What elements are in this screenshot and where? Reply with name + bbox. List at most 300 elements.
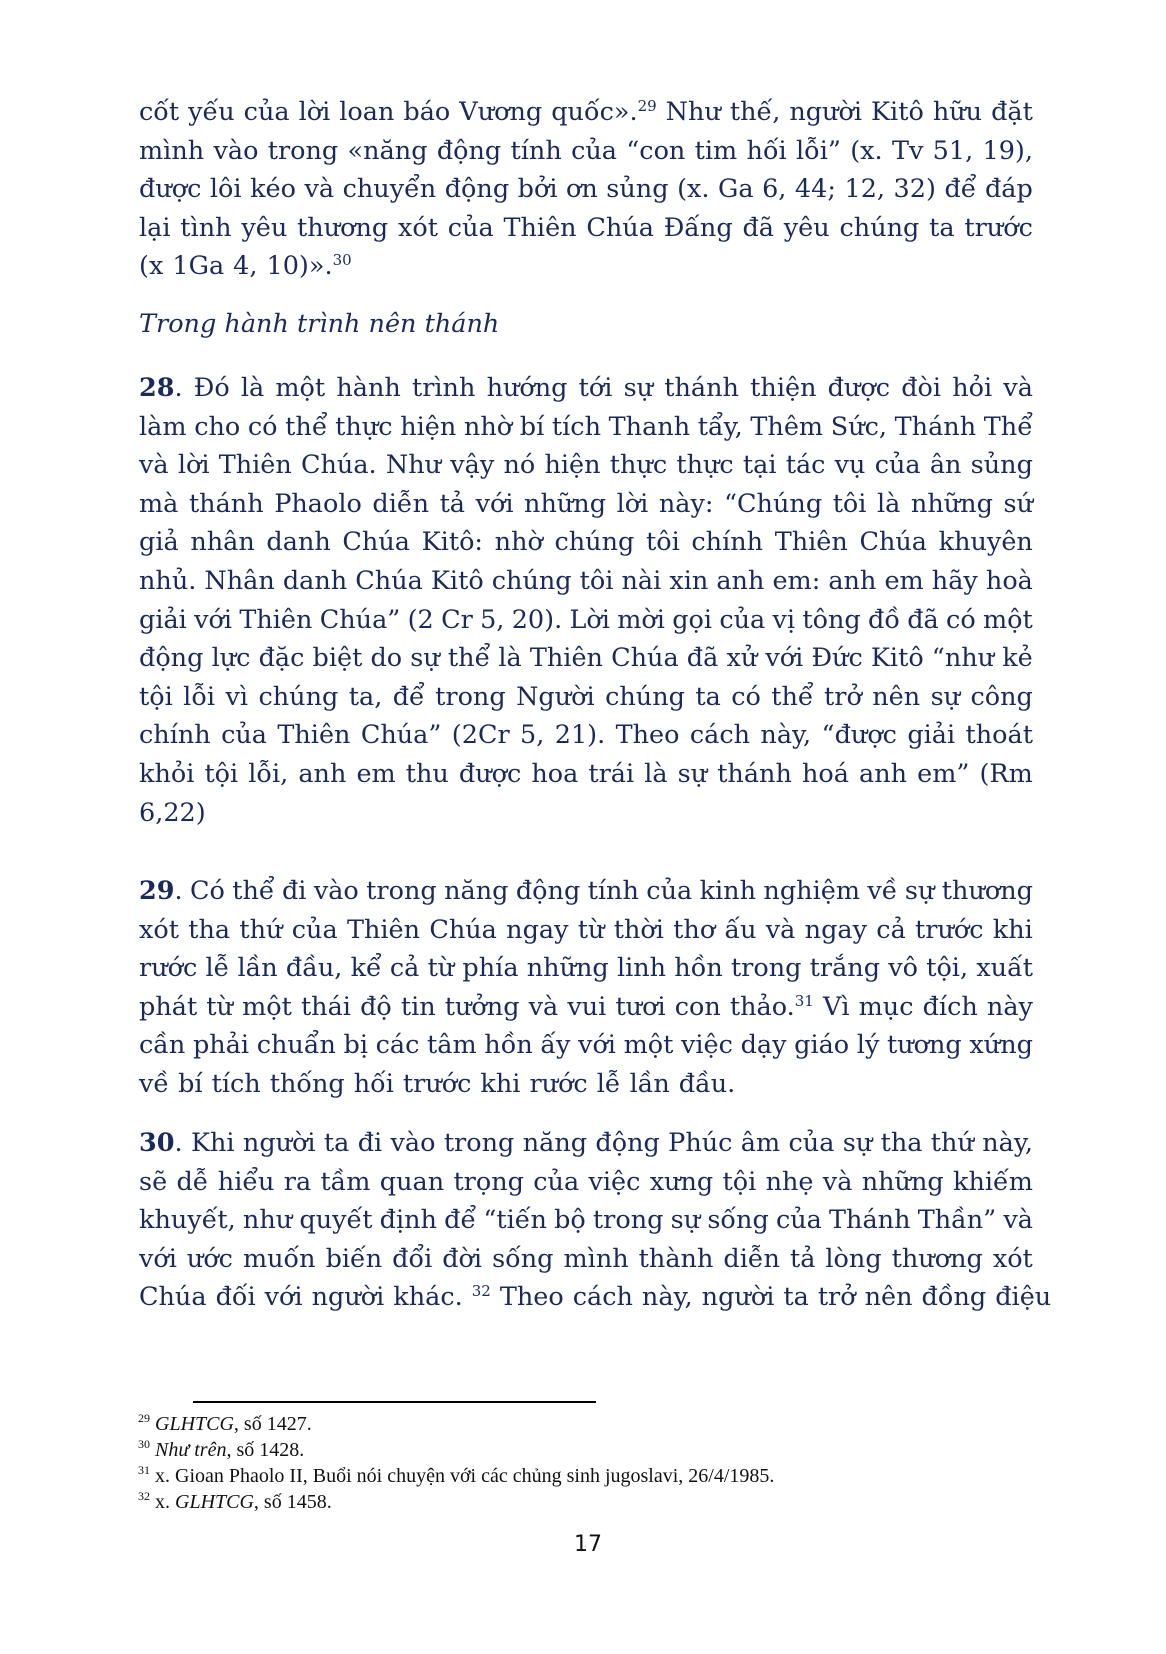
word: được [139, 174, 202, 205]
text-line [139, 1201, 1033, 1240]
word: năng [522, 1128, 588, 1158]
word: từ [577, 914, 605, 945]
word: tôi [579, 565, 614, 596]
word: để [444, 1205, 477, 1236]
word: nhẹ [765, 1166, 814, 1197]
word: thực [609, 450, 668, 481]
word: lỗi” [795, 135, 841, 166]
word: của [719, 604, 766, 635]
word: phát [139, 991, 198, 1022]
word: là [240, 373, 265, 403]
word: ta, [348, 681, 383, 712]
word: vậy [450, 450, 495, 481]
text-line [139, 1026, 1033, 1065]
word: bị [343, 1030, 368, 1061]
word: của [533, 1166, 580, 1197]
word: trong [592, 1205, 664, 1236]
word: Nhân [204, 565, 275, 596]
word: bởi [517, 174, 558, 205]
word: đích [922, 991, 978, 1022]
word: và [139, 450, 169, 481]
word: mình [563, 1243, 629, 1274]
word: và [304, 174, 335, 205]
word: vụ [834, 450, 866, 481]
word: tính [587, 876, 639, 906]
word: yếu [188, 97, 235, 127]
word: tích [551, 411, 601, 442]
word: tha [188, 914, 231, 945]
word: phải [192, 1030, 250, 1061]
word: đi [357, 1128, 383, 1158]
word: (2Cr [451, 720, 510, 751]
word: chúng [605, 681, 685, 712]
word: hồn [484, 1030, 533, 1061]
word: ta [929, 212, 955, 243]
word: Chúa [139, 1282, 207, 1313]
word: thương [297, 212, 389, 243]
word: em” [917, 758, 970, 789]
word: Chúa [342, 527, 410, 558]
word: biệt [312, 643, 363, 674]
word: tim [694, 135, 738, 166]
word: thơ [673, 914, 716, 945]
word: có [731, 681, 761, 712]
word: 19), [982, 135, 1033, 166]
word: ấu [724, 914, 757, 945]
word: ra [283, 1166, 312, 1197]
word: cốt [139, 97, 180, 127]
word: âm [740, 1128, 781, 1158]
word: Sức, [830, 411, 888, 442]
word: lại [139, 212, 171, 243]
word: Như [665, 97, 721, 127]
paragraph-30 [139, 1124, 1052, 1317]
word: thành [638, 1243, 714, 1274]
word: con [674, 991, 721, 1022]
word: thứ [930, 1128, 974, 1158]
word: 51, [932, 135, 974, 166]
word: thực [335, 411, 393, 442]
word: lễ [205, 953, 230, 984]
word: với [765, 643, 804, 674]
word: giải [907, 720, 956, 751]
word: «năng [347, 135, 428, 166]
word: Chúa [611, 643, 679, 674]
word: hướng [486, 373, 568, 403]
word: lời [298, 97, 331, 127]
word: với [194, 604, 233, 635]
word: bí [178, 1068, 203, 1099]
word: anh [859, 758, 908, 789]
word: tội [139, 681, 173, 712]
word: linh [616, 953, 667, 984]
word: và [765, 914, 796, 945]
word: xuất [976, 953, 1033, 984]
word: này, [982, 1128, 1033, 1158]
word: sự [677, 758, 708, 789]
word: vào [313, 876, 359, 906]
word: kẻ [1002, 643, 1033, 674]
word: như [242, 1205, 293, 1236]
word: thực [676, 450, 734, 481]
footnote-prefix: x. [155, 1491, 175, 1513]
word: Chúa” [319, 604, 401, 635]
word: nên [864, 1282, 913, 1313]
footnote-reference[interactable]: 29 [637, 97, 657, 115]
text-line [139, 132, 1033, 171]
word: “con [626, 135, 686, 166]
word: Thần” [917, 1205, 997, 1236]
word: thống [269, 1068, 345, 1099]
word: hồn [674, 953, 723, 984]
text-line [139, 446, 1033, 485]
word: mình [139, 135, 205, 166]
word: vị [772, 604, 796, 635]
word: của [243, 97, 290, 127]
word: của [291, 914, 338, 945]
word: Vì [822, 991, 850, 1022]
word: Thanh [608, 411, 691, 442]
word: sự [623, 373, 654, 403]
word: lần [237, 953, 278, 984]
word: Khi [190, 1128, 235, 1158]
word: một [275, 373, 326, 403]
word: đặt [991, 97, 1033, 127]
word: là [498, 643, 522, 674]
footnote-text: x. Gioan Phaolo II, Buổi nói chuyện với các chủng sinh jugoslavi, 26/4/1985. [155, 1465, 775, 1487]
word: này, [760, 720, 812, 751]
word: thương [891, 1243, 983, 1274]
text-line [139, 988, 1033, 1027]
word: Chúa. [301, 450, 377, 481]
word: thoát [965, 720, 1033, 751]
word: lòng [825, 1243, 882, 1274]
word: Vương [459, 97, 543, 127]
word: em [356, 758, 396, 789]
paragraph-number: 28 [139, 373, 175, 403]
word: độ [360, 991, 392, 1022]
word: dễ [176, 1166, 209, 1197]
word: khi [480, 1068, 521, 1099]
word: đồ [868, 604, 900, 635]
word: 28. [139, 373, 183, 403]
text-line [139, 911, 1033, 950]
word: một [623, 1030, 674, 1061]
footnote-reference[interactable]: 31 [794, 991, 814, 1010]
word: ngay [804, 914, 868, 945]
word: dạy [740, 1030, 787, 1061]
word: Có [189, 876, 225, 906]
word: Thiên [346, 914, 421, 945]
text-line [139, 601, 1033, 640]
word: của [775, 1205, 822, 1236]
word: Kitô [430, 565, 484, 596]
word: thế, [729, 97, 781, 127]
word: là [644, 758, 668, 789]
word: đời [442, 1243, 483, 1274]
word: đã [907, 604, 939, 635]
word: trước [964, 212, 1033, 243]
word: Thiên [277, 720, 351, 751]
paragraph-29 [139, 872, 1033, 1104]
word: thánh [188, 488, 264, 519]
word: trong [267, 135, 339, 166]
word: phía [462, 953, 519, 984]
word: những [861, 1166, 944, 1197]
text-line [139, 247, 1033, 286]
word: sủng [970, 450, 1033, 481]
word: thể [447, 643, 491, 674]
footnote-source: Như trên [155, 1439, 227, 1461]
word: “được [821, 720, 897, 751]
word: khuyên [938, 527, 1033, 558]
word: và [822, 1166, 853, 1197]
word: biến [325, 1243, 383, 1274]
word: ấy [540, 1030, 571, 1061]
word: người [701, 1282, 775, 1313]
word: Thiên [774, 527, 848, 558]
word: mời [617, 604, 665, 635]
word: xót [992, 1243, 1033, 1274]
word: Cr [441, 604, 473, 635]
word: sủng [606, 174, 669, 205]
word: (Rm [979, 758, 1033, 789]
word: 29. [139, 876, 183, 906]
word: vô [888, 953, 919, 984]
word: tưởng [444, 991, 520, 1022]
word: đã [686, 643, 719, 674]
word: ân [929, 450, 962, 481]
word: thể [232, 876, 275, 906]
word: danh [266, 527, 331, 558]
word: tích [211, 1068, 261, 1099]
word: trước [915, 914, 984, 945]
text-line [139, 1124, 1033, 1163]
word: một [982, 604, 1033, 635]
footnote-31 [138, 1463, 1038, 1489]
footnote-source: GLHTCG [155, 1413, 234, 1435]
word: tương [886, 1030, 962, 1061]
word: chuyển [342, 174, 437, 205]
word: của [221, 720, 267, 751]
word: của [447, 212, 494, 243]
word: Thiên [239, 604, 313, 635]
word: tả [439, 488, 466, 519]
word: tội, [926, 953, 969, 984]
word: với [475, 488, 514, 519]
word: thương [941, 876, 1033, 906]
word: diễn [372, 488, 430, 519]
word: nghiệm [763, 876, 861, 906]
word: động [595, 1128, 660, 1158]
word: hiện [544, 450, 601, 481]
word: trong [366, 876, 437, 906]
word: khi [992, 914, 1033, 945]
word: tôi [832, 488, 867, 519]
word: tình [180, 212, 232, 243]
word: (2 [407, 604, 434, 635]
word: hối [746, 135, 787, 166]
paragraph-number: 29 [139, 876, 175, 906]
footnote-number: 32 [138, 1489, 150, 1503]
word: ta [323, 1128, 350, 1158]
word: những [910, 488, 993, 519]
word: Người [516, 681, 595, 712]
word: giáo [794, 1030, 850, 1061]
word: về [867, 876, 898, 906]
word: với [264, 1282, 303, 1313]
word: này, [641, 1282, 693, 1313]
word: ước [186, 1243, 233, 1274]
word: chính [691, 527, 764, 558]
text-line [139, 523, 1033, 562]
word: từ [427, 953, 455, 984]
word: nài [621, 565, 662, 596]
word: Kitô [871, 97, 924, 127]
word: sự [670, 1205, 701, 1236]
word: người [789, 97, 862, 127]
word: đồng [921, 1282, 987, 1313]
word: hoa [531, 758, 579, 789]
word: tới [578, 373, 613, 403]
footnotes [138, 1411, 1038, 1515]
word: những [524, 488, 607, 519]
word: có [946, 604, 976, 635]
word: nhủ. [139, 565, 197, 596]
word: khỏi [139, 758, 195, 789]
word: Chúa [355, 565, 423, 596]
word: kéo [250, 174, 296, 205]
word: sự [410, 643, 440, 674]
word: động [436, 135, 502, 166]
word: hoá [801, 758, 849, 789]
text-line [139, 872, 1033, 911]
word: được [458, 758, 522, 789]
word: xin [669, 565, 709, 596]
word: 21). [554, 720, 606, 751]
word: vui [567, 991, 607, 1022]
text-line [139, 1163, 1033, 1202]
word: sống [707, 1205, 769, 1236]
word: công [970, 681, 1033, 712]
word: chúng [839, 212, 920, 243]
word: thánh [664, 373, 739, 403]
text-line [139, 949, 1033, 988]
word: quyết [299, 1205, 373, 1236]
word: Thiên [218, 450, 292, 481]
word: 30. [139, 1128, 183, 1158]
word: hoà [985, 565, 1033, 596]
word: tha [880, 1128, 923, 1158]
footnote-number: 29 [138, 1411, 150, 1425]
word: trọng [453, 1166, 524, 1197]
word: thu [405, 758, 449, 789]
word: tác [785, 450, 826, 481]
word: “như [931, 643, 995, 674]
word: sống [492, 1243, 554, 1274]
word: và [528, 991, 559, 1022]
text-line [139, 93, 1033, 132]
word: người [242, 1128, 316, 1158]
footnote-reference[interactable]: 30 [332, 251, 352, 270]
footnote-reference[interactable]: 32 [471, 1282, 491, 1301]
text-line [139, 639, 1033, 678]
footnote-separator [193, 1401, 596, 1403]
word: sự [904, 876, 935, 906]
word: Phúc [668, 1128, 733, 1158]
word [472, 1278, 491, 1317]
word: cả [876, 914, 906, 945]
word: xưng [649, 1166, 714, 1197]
word: mà [139, 488, 179, 519]
word: các [375, 1030, 420, 1061]
word: 10)».$^{30}$ [266, 251, 352, 282]
word: tính [510, 135, 562, 166]
word: thời [613, 914, 664, 945]
word: Chúa” [360, 720, 442, 751]
word: hữu [932, 97, 983, 127]
word: lỗi [183, 681, 216, 712]
word: giải [139, 604, 187, 635]
word: Theo [499, 1282, 564, 1313]
word: này [986, 991, 1033, 1022]
word: và [1003, 1205, 1033, 1236]
word: kể [350, 953, 382, 984]
word: đối [215, 1282, 256, 1313]
word: khác. [393, 1282, 463, 1313]
text-line [139, 485, 1033, 524]
word: anh [828, 565, 877, 596]
word: động [139, 643, 204, 674]
footnote-30 [138, 1437, 1038, 1463]
word: việc [681, 1030, 733, 1061]
word: cần [139, 1030, 186, 1061]
word: Thánh [894, 411, 977, 442]
word: đầu, [285, 953, 343, 984]
text-line [139, 408, 1033, 447]
page-number: 17 [574, 1532, 602, 1557]
word: diễn [723, 1243, 780, 1274]
word: đổi [392, 1243, 433, 1274]
text-line [139, 1278, 1052, 1317]
word: trước [402, 1068, 472, 1099]
footnote-number: 30 [138, 1437, 150, 1451]
word: sự [930, 681, 961, 712]
word: Đó [193, 373, 230, 403]
word: 6, [762, 174, 787, 205]
word: Thể [983, 411, 1033, 442]
word: của [571, 135, 617, 166]
word: Đấng [663, 212, 733, 243]
word: năng [444, 876, 509, 906]
word: lời [616, 488, 649, 519]
word: của [646, 876, 693, 906]
word: (x. [677, 174, 710, 205]
word: và [1003, 373, 1033, 403]
word: trở [817, 1282, 856, 1313]
word: ngay [506, 914, 569, 945]
word: lực [211, 643, 251, 674]
word: do [370, 643, 403, 674]
word: Đức [811, 643, 863, 674]
word: tại [742, 450, 777, 481]
word: định [379, 1205, 437, 1236]
word: trong [435, 681, 506, 712]
word: em: [772, 565, 821, 596]
text-line [139, 716, 1033, 755]
footnote-29 [138, 1411, 1038, 1437]
word: em [884, 565, 924, 596]
